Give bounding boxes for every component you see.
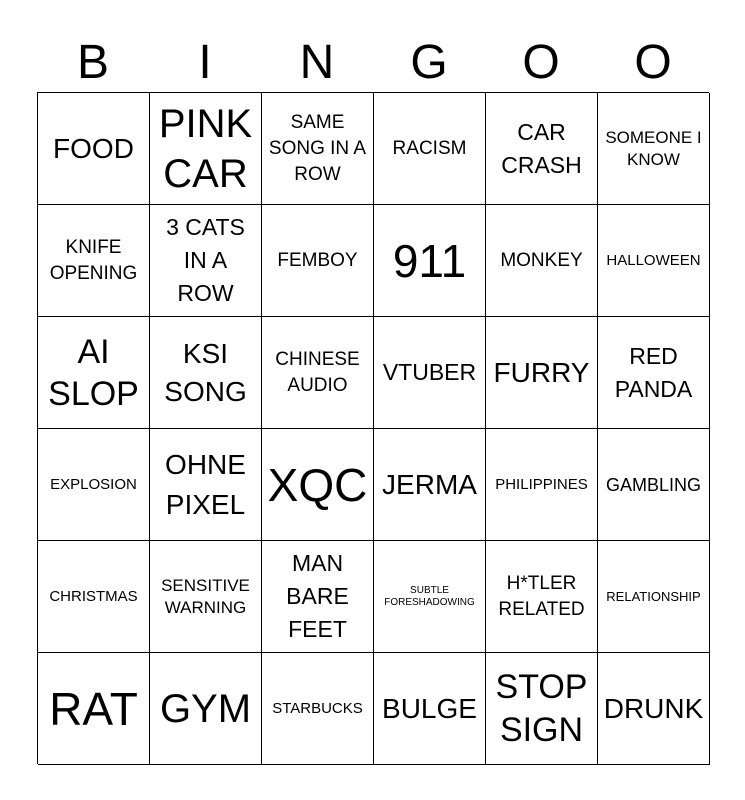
bingo-cell[interactable] [38, 205, 150, 317]
bingo-cell[interactable] [150, 429, 262, 541]
cell-label: STOP SIGN [495, 667, 588, 749]
cell-label: RACISM [392, 137, 467, 159]
bingo-cell[interactable] [262, 541, 374, 653]
bingo-cell[interactable] [598, 205, 710, 317]
bingo-cell[interactable] [598, 653, 710, 765]
cell-label: AI SLOP [48, 332, 139, 413]
cell-label: KNIFE OPENING [49, 236, 138, 284]
bingo-cell[interactable] [374, 541, 486, 653]
bingo-cell[interactable] [150, 541, 262, 653]
cell-label: SAME SONG IN A ROW [268, 111, 367, 185]
bingo-cell[interactable] [150, 317, 262, 429]
cell-label: DRUNK [603, 692, 704, 724]
bingo-cell[interactable] [262, 93, 374, 205]
bingo-cell[interactable] [374, 317, 486, 429]
cell-label: FURRY [493, 356, 590, 388]
cell-label: SUBTLE FORESHADOWING [384, 584, 475, 608]
bingo-cell[interactable] [262, 205, 374, 317]
cell-label: KSI SONG [164, 337, 247, 407]
bingo-cell[interactable] [486, 205, 598, 317]
bingo-cell[interactable] [262, 653, 374, 765]
cell-label: FEMBOY [277, 249, 358, 271]
header-letter-o-2: O [634, 36, 672, 89]
header-letter-i: I [198, 36, 212, 89]
cell-label: H*TLER RELATED [498, 572, 585, 620]
cell-label: RAT [49, 682, 138, 735]
bingo-cell[interactable] [150, 653, 262, 765]
bingo-cell[interactable] [598, 429, 710, 541]
cell-label: EXPLOSION [50, 475, 137, 493]
cell-label: CHINESE AUDIO [275, 348, 360, 396]
cell-label: XQC [267, 458, 368, 511]
bingo-cell[interactable] [374, 205, 486, 317]
header-letter-g: G [410, 36, 448, 89]
bingo-header [37, 34, 709, 92]
cell-label: RELATIONSHIP [606, 588, 701, 604]
cell-label: OHNE PIXEL [165, 448, 246, 520]
header-letter-n: N [299, 36, 335, 89]
bingo-cell[interactable] [374, 653, 486, 765]
bingo-cell[interactable] [598, 541, 710, 653]
bingo-cell[interactable] [38, 429, 150, 541]
bingo-cell[interactable] [486, 317, 598, 429]
bingo-cell[interactable] [150, 205, 262, 317]
cell-label: STARBUCKS [272, 699, 363, 717]
bingo-cell[interactable] [598, 93, 710, 205]
bingo-cell[interactable] [38, 93, 150, 205]
bingo-cell[interactable] [262, 317, 374, 429]
header-letter-o: O [522, 36, 560, 89]
bingo-cell[interactable] [486, 541, 598, 653]
cell-label: CHRISTMAS [49, 587, 138, 605]
cell-label: RED PANDA [614, 342, 693, 402]
cell-label: VTUBER [382, 359, 477, 385]
bingo-cell[interactable] [262, 429, 374, 541]
bingo-cell[interactable] [486, 429, 598, 541]
cell-label: FOOD [53, 132, 134, 164]
cell-label: GYM [159, 686, 252, 731]
bingo-cell[interactable] [38, 653, 150, 765]
bingo-cell[interactable] [38, 541, 150, 653]
bingo-cell[interactable] [374, 93, 486, 205]
cell-label: CAR CRASH [501, 118, 582, 178]
bingo-cell[interactable] [374, 429, 486, 541]
bingo-cell[interactable] [38, 317, 150, 429]
cell-label: MONKEY [500, 249, 583, 271]
cell-label: MAN BARE FEET [286, 550, 349, 642]
cell-label: BULGE [382, 692, 477, 724]
cell-label: SENSITIVE WARNING [161, 575, 250, 617]
cell-label: 911 [392, 234, 467, 287]
header-letter-b: B [76, 36, 109, 89]
cell-label: HALLOWEEN [606, 251, 701, 269]
cell-label: JERMA [382, 468, 477, 500]
bingo-board [37, 92, 709, 764]
bingo-cell[interactable] [598, 317, 710, 429]
cell-label: PHILIPPINES [495, 475, 588, 493]
bingo-cell[interactable] [486, 93, 598, 205]
cell-label: GAMBLING [605, 474, 702, 495]
cell-label: SOMEONE I KNOW [605, 127, 702, 169]
cell-label: PINK CAR [158, 101, 253, 196]
cell-label: 3 CATS IN A ROW [166, 214, 245, 306]
bingo-cell[interactable] [486, 653, 598, 765]
bingo-cell[interactable] [150, 93, 262, 205]
